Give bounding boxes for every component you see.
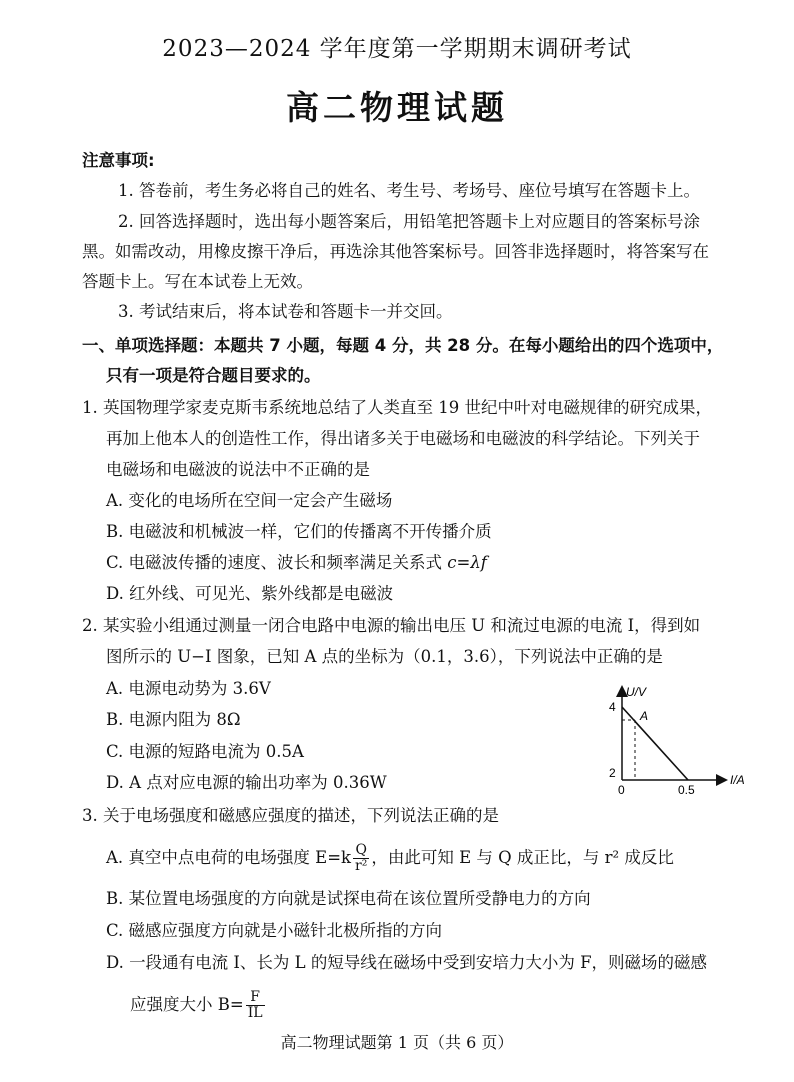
- question-stem: 电磁场和电磁波的说法中不正确的是: [106, 460, 370, 479]
- question-stem: 1. 英国物理学家麦克斯韦系统地总结了人类直至 19 世纪中叶对电磁规律的研究成果，: [82, 398, 712, 417]
- x-tick-end: 0.5: [678, 783, 695, 797]
- denominator: IL: [247, 1005, 263, 1021]
- option-d-pre: 应强度大小 B=: [130, 995, 244, 1014]
- y-tick-bottom: 2: [609, 766, 616, 780]
- numerator: Q: [353, 843, 369, 859]
- option-a-post: ，由此可知 E 与 Q 成正比，与 r² 成反比: [371, 848, 674, 867]
- option-c: C. 磁感应强度方向就是小磁针北极所指的方向: [106, 921, 443, 940]
- option-d: D. 一段通有电流 I、长为 L 的短导线在磁场中受到安培力大小为 F，则磁场的磁感: [106, 953, 708, 972]
- option-b: B. 电磁波和机械波一样，它们的传播离不开传播介质: [106, 522, 492, 541]
- option-c: [106, 552, 487, 574]
- x-axis-label: I/A: [730, 773, 745, 787]
- option-c-text: C. 电磁波传播的速度、波长和频率满足关系式: [106, 553, 448, 572]
- notice-heading: 注意事项:: [82, 151, 155, 170]
- x-tick-origin: 0: [618, 783, 625, 797]
- u-i-line: [622, 707, 688, 780]
- option-d: D. A 点对应电源的输出功率为 0.36W: [106, 773, 387, 792]
- denominator: r²: [355, 858, 368, 874]
- option-a: A. 变化的电场所在空间一定会产生磁场: [106, 491, 393, 510]
- question-stem: 2. 某实验小组通过测量一闭合电路中电源的输出电压 U 和流过电源的电流 I，得到如: [82, 616, 701, 635]
- fraction: [353, 843, 369, 874]
- option-a: A. 电源电动势为 3.6V: [106, 679, 271, 698]
- y-axis-label: U/V: [626, 685, 647, 699]
- option-a-pre: A. 真空中点电荷的电场强度 E=k: [106, 848, 352, 867]
- option-a: [106, 843, 674, 874]
- question-stem: 图所示的 U−I 图象，已知 A 点的坐标为（0.1，3.6），下列说法中正确的是: [106, 647, 663, 666]
- section-heading: 一、单项选择题：本题共 7 小题，每题 4 分，共 28 分。在每小题给出的四个选项中，: [82, 336, 724, 355]
- page-footer: 高二物理试题第 1 页（共 6 页）: [280, 1033, 514, 1052]
- y-tick-top: 4: [609, 700, 616, 714]
- exam-title: 2023—2024 学年度第一学期期末调研考试: [162, 36, 632, 62]
- option-b: B. 电源内阻为 8Ω: [106, 710, 241, 729]
- notice-item: 黑。如需改动，用橡皮擦干净后，再选涂其他答案标号。回答非选择题时，将答案写在: [82, 242, 709, 261]
- point-label: A: [640, 709, 649, 723]
- notice-item: 1. 答卷前，考生务必将自己的姓名、考生号、考场号、座位号填写在答题卡上。: [118, 181, 700, 200]
- notice-item: 答题卡上。写在本试卷上无效。: [82, 272, 313, 291]
- option-b: B. 某位置电场强度的方向就是试探电荷在该位置所受静电力的方向: [106, 889, 591, 908]
- option-d-cont: [130, 990, 267, 1021]
- section-heading-cont: 只有一项是符合题目要求的。: [106, 366, 321, 385]
- u-i-graph: [600, 680, 760, 800]
- numerator: F: [246, 990, 265, 1006]
- fraction: [246, 990, 265, 1021]
- question-stem: 再加上他本人的创造性工作，得出诸多关于电磁场和电磁波的科学结论。下列关于: [106, 429, 700, 448]
- subject-title: 高二物理试题: [286, 88, 508, 127]
- notice-item: 2. 回答选择题时，选出每小题答案后，用铅笔把答题卡上对应题目的答案标号涂: [118, 212, 700, 231]
- option-d: D. 红外线、可见光、紫外线都是电磁波: [106, 584, 394, 603]
- question-stem: 3. 关于电场强度和磁感应强度的描述，下列说法正确的是: [82, 806, 499, 825]
- option-c: C. 电源的短路电流为 0.5A: [106, 742, 304, 761]
- formula: c=λf: [447, 553, 487, 572]
- notice-item: 3. 考试结束后，将本试卷和答题卡一并交回。: [118, 302, 453, 321]
